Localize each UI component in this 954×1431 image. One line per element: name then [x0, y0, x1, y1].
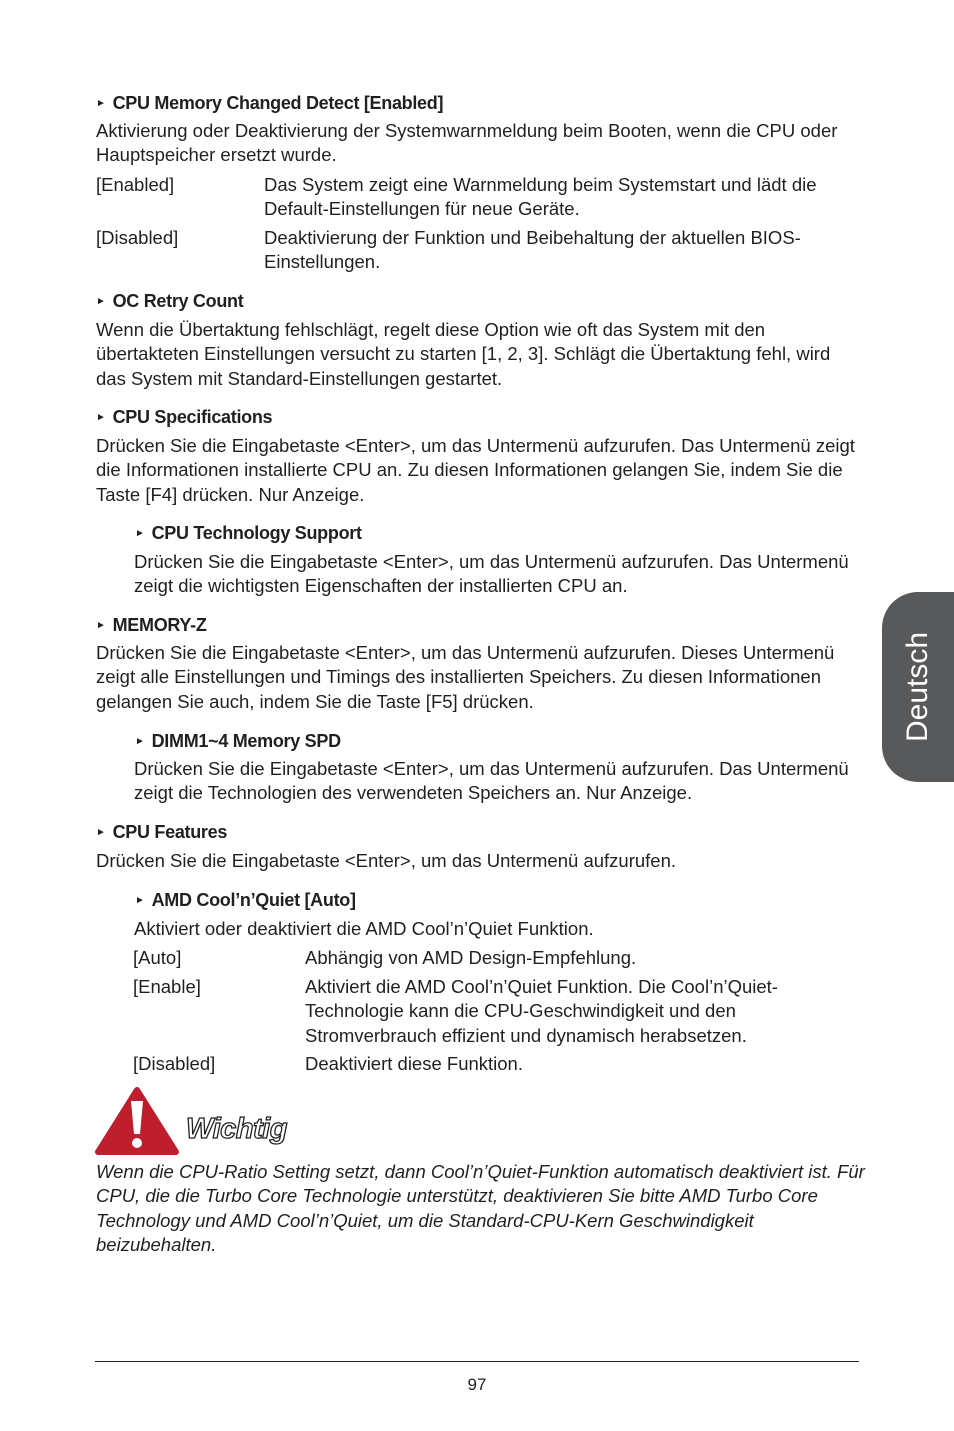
language-tab-label: Deutsch	[901, 631, 934, 743]
option-key-enable: [Enable]	[133, 976, 201, 997]
section-description: Drücken Sie die Eingabetaste <Enter>, um das Untermenü aufzurufen.	[96, 850, 677, 871]
bullet-arrow-icon: ►	[96, 827, 106, 838]
bullet-arrow-icon: ►	[96, 98, 106, 109]
section-title: CPU Technology Support	[151, 523, 362, 543]
section-title: CPU Features	[112, 822, 228, 842]
option-key-enabled: [Enabled]	[96, 174, 175, 195]
warning-title: Wichtig	[186, 1113, 287, 1145]
footer-divider	[95, 1361, 859, 1362]
bullet-arrow-icon: ►	[96, 620, 106, 631]
section-title: CPU Specifications	[112, 407, 273, 427]
language-side-tab	[882, 592, 954, 782]
bullet-arrow-icon: ►	[135, 528, 145, 539]
section-heading-memory-z	[96, 614, 207, 637]
option-value-enabled: Das System zeigt eine Warnmeldung beim Systemstart und lädt die Default-Einstellungen für neue Geräte.	[264, 174, 817, 220]
option-value-enable: Aktiviert die AMD Cool’n’Quiet Funktion. Die Cool’n’Quiet-Technologie kann die CPU-Geschwindigkeit und den Stromverbrauch effizient und dynamisch herabsetzen.	[305, 976, 778, 1046]
section-title: AMD Cool’n’Quiet [Auto]	[151, 890, 356, 910]
section-title: MEMORY-Z	[112, 615, 207, 635]
section-heading-amd-cool-n-quiet	[135, 889, 356, 912]
option-value-disabled: Deaktivierung der Funktion und Beibehaltung der aktuellen BIOS-Einstellungen.	[264, 227, 801, 273]
section-title: OC Retry Count	[112, 291, 244, 311]
section-description: Drücken Sie die Eingabetaste <Enter>, um das Untermenü aufzurufen. Dieses Untermenü zeigt alle Einstellungen und Timings des installierten Speichers. Zu diesen Informationen gelangen Sie auch, indem Sie die Taste [F5] drücken.	[96, 642, 835, 712]
bullet-arrow-icon: ►	[135, 736, 145, 747]
section-heading-oc-retry-count	[96, 290, 243, 313]
section-heading-cpu-technology-support	[135, 522, 362, 545]
warning-triangle-icon	[94, 1086, 180, 1156]
section-title: DIMM1~4 Memory SPD	[151, 731, 341, 751]
bullet-arrow-icon: ►	[96, 296, 106, 307]
option-key-disabled: [Disabled]	[96, 227, 179, 248]
option-value-disabled: Deaktiviert diese Funktion.	[305, 1053, 523, 1074]
section-heading-cpu-specifications	[96, 406, 272, 429]
section-title: CPU Memory Changed Detect [Enabled]	[112, 93, 444, 113]
option-value-auto: Abhängig von AMD Design-Empfehlung.	[305, 947, 637, 968]
section-description: Wenn die Übertaktung fehlschlägt, regelt diese Option wie oft das System mit den übertakteten Einstellungen versucht zu starten [1, 2, 3]. Schlägt die Übertaktung fehl, wird das System mit Standard-Einstellungen gestartet.	[96, 319, 831, 389]
section-description: Drücken Sie die Eingabetaste <Enter>, um das Untermenü aufzurufen. Das Untermenü zeigt die Technologien des verwendeten Speichers an. Nur Anzeige.	[134, 758, 849, 804]
section-heading-dimm-memory-spd	[135, 730, 341, 753]
section-heading-cpu-features	[96, 821, 227, 844]
option-key-auto: [Auto]	[133, 947, 182, 968]
bullet-arrow-icon: ►	[96, 412, 106, 423]
section-description: Aktivierung oder Deaktivierung der Systemwarnmeldung beim Booten, wenn die CPU oder Hauptspeicher ersetzt wurde.	[96, 120, 838, 166]
section-description: Drücken Sie die Eingabetaste <Enter>, um das Untermenü aufzurufen. Das Untermenü zeigt die Informationen installierte CPU an. Zu diesen Informationen gelangen Sie, indem Sie die Taste [F4] drücken. Nur Anzeige.	[96, 435, 855, 505]
section-description: Aktiviert oder deaktiviert die AMD Cool’n’Quiet Funktion.	[134, 918, 594, 939]
warning-text: Wenn die CPU-Ratio Setting setzt, dann Cool’n’Quiet-Funktion automatisch deaktiviert ist. Für CPU, die die Turbo Core Technologie unterstützt, deaktivieren Sie bitte AMD Turbo Core Technology und AMD Cool’n’Quiet, um die Standard-CPU-Kern Geschwindigkeit beizubehalten.	[96, 1161, 865, 1255]
bullet-arrow-icon: ►	[135, 895, 145, 906]
page-number: 97	[467, 1375, 487, 1394]
section-description: Drücken Sie die Eingabetaste <Enter>, um das Untermenü aufzurufen. Das Untermenü zeigt die wichtigsten Eigenschaften der installierten CPU an.	[134, 551, 849, 597]
section-heading-cpu-memory-changed-detect	[96, 92, 443, 115]
option-key-disabled: [Disabled]	[133, 1053, 216, 1074]
